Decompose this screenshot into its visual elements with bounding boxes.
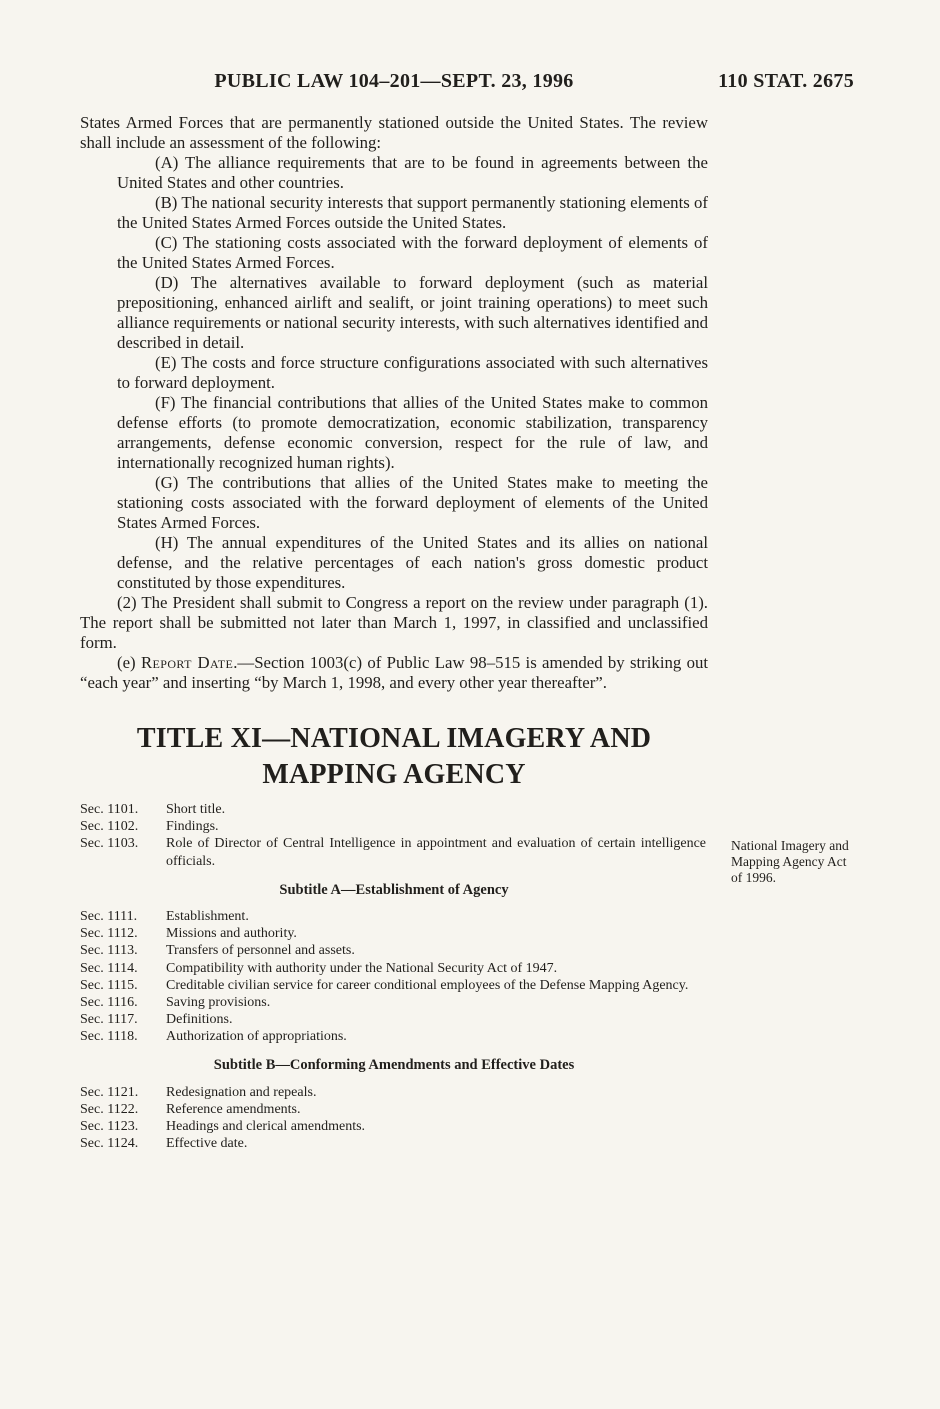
toc-label: Saving provisions. [166, 994, 271, 1010]
toc-entry [80, 1118, 708, 1135]
toc-label: Headings and clerical amendments. [166, 1118, 366, 1134]
toc-label: Missions and authority. [166, 926, 297, 942]
subtitle-b-heading: Subtitle B—Conforming Amendments and Effective Dates [213, 1056, 575, 1073]
toc-sec-number: Sec. 1124. [80, 1135, 139, 1151]
paragraph-a: (A) The alliance requirements that are to be found in agreements between the United States and other countries. [117, 152, 708, 192]
margin-note: National Imagery and Mapping Agency Act of 1996. [731, 838, 849, 885]
toc-label: Redesignation and repeals. [166, 1084, 317, 1100]
toc-label: Transfers of personnel and assets. [166, 943, 355, 959]
table-of-contents [80, 801, 708, 1152]
toc-entry [80, 835, 708, 869]
paragraph-c: (C) The stationing costs associated with the forward deployment of elements of the United States Armed Forces. [117, 232, 708, 272]
toc-label: Findings. [166, 819, 219, 835]
paragraph-h: (H) The annual expenditures of the United States and its allies on national defense, and the relative percentages of each nation's gross domestic product constituted by those expenditures. [117, 532, 708, 592]
toc-sec-number: Sec. 1114. [80, 960, 138, 976]
paragraph-f: (F) The financial contributions that allies of the United States make to common defense efforts (to promote democratization, economic stabilization, transparency arrangements, defense economic conversion, respect for the rule of law, and internationally recognized human rights). [117, 392, 708, 472]
paragraph-g: (G) The contributions that allies of the United States make to meeting the stationing costs associated with the forward deployment of elements of the United States Armed Forces. [117, 472, 708, 532]
title-heading-line2: MAPPING AGENCY [262, 758, 526, 790]
toc-entry [80, 1084, 708, 1101]
paragraph-report-date-prefix: (e) [117, 652, 141, 672]
toc-entry [80, 1135, 708, 1152]
law-title: PUBLIC LAW 104–201—SEPT. 23, 1996 [214, 70, 574, 92]
toc-entry [80, 1101, 708, 1118]
toc-entry [80, 994, 708, 1011]
paragraph-report-date-rest: .—Section 1003(c) of Public Law 98–515 is amended by striking out “each year” and inserting “by March 1, 1998, and every other year thereafter”. [80, 652, 709, 692]
toc-entry [80, 925, 708, 942]
toc-label: Short title. [166, 802, 226, 818]
paragraph-d: (D) The alternatives available to forward deployment (such as material prepositioning, enhanced airlift and sealift, or joint training operations) to meet such alliance requirements or national security interests, with such alternatives identified and described in detail. [117, 272, 708, 352]
toc-sec-number: Sec. 1101. [80, 802, 139, 818]
toc-sec-number: Sec. 1115. [80, 977, 138, 993]
toc-sec-number: Sec. 1118. [80, 1028, 138, 1044]
toc-label: Establishment. [166, 909, 249, 925]
paragraph-2: (2) The President shall submit to Congress a report on the review under paragraph (1). The report shall be submitted not later than March 1, 1997, in classified and unclassified form. [80, 592, 708, 652]
toc-entry [80, 977, 708, 994]
toc-label: Role of Director of Central Intelligence in appointment and evaluation of certain intelligence officials. [166, 836, 706, 869]
subtitle-a-heading: Subtitle A—Establishment of Agency [279, 881, 509, 898]
toc-label: Creditable civilian service for career conditional employees of the Defense Mapping Agency. [166, 977, 689, 993]
toc-sec-number: Sec. 1123. [80, 1118, 139, 1134]
toc-entry [80, 818, 708, 835]
toc-entry [80, 1028, 708, 1045]
title-heading-line1: TITLE XI—NATIONAL IMAGERY AND [136, 722, 652, 754]
toc-sec-number: Sec. 1116. [80, 994, 138, 1010]
toc-entry [80, 801, 708, 818]
paragraph-intro: States Armed Forces that are permanently stationed outside the United States. The review shall include an assessment of the following: [80, 113, 708, 152]
toc-label: Compatibility with authority under the National Security Act of 1947. [166, 960, 558, 976]
toc-label: Effective date. [166, 1135, 248, 1151]
title-heading [80, 721, 708, 794]
toc-entry [80, 960, 708, 977]
paragraph-e-costs: (E) The costs and force structure configurations associated with such alternatives to forward deployment. [117, 352, 708, 392]
toc-entry [80, 942, 708, 959]
toc-label: Reference amendments. [166, 1101, 301, 1117]
toc-label: Definitions. [166, 1011, 233, 1027]
toc-sec-number: Sec. 1112. [80, 926, 138, 942]
toc-sec-number: Sec. 1103. [80, 836, 139, 852]
stat-page-number: 110 STAT. 2675 [718, 70, 854, 92]
toc-sec-number: Sec. 1121. [80, 1084, 139, 1100]
toc-entry [80, 908, 708, 925]
toc-sec-number: Sec. 1102. [80, 819, 139, 835]
toc-entry [80, 1011, 708, 1028]
toc-sec-number: Sec. 1117. [80, 1011, 138, 1027]
page-header [80, 70, 854, 93]
paragraph-report-date [80, 653, 708, 693]
paragraph-b: (B) The national security interests that support permanently stationing elements of the United States Armed Forces outside the United States. [117, 192, 708, 232]
toc-label: Authorization of appropriations. [166, 1028, 347, 1044]
toc-sec-number: Sec. 1122. [80, 1101, 139, 1117]
body-text-column [80, 113, 708, 1152]
toc-sec-number: Sec. 1111. [80, 909, 138, 925]
paragraph-report-date-smallcaps: Report Date [140, 652, 234, 672]
toc-sec-number: Sec. 1113. [80, 943, 138, 959]
